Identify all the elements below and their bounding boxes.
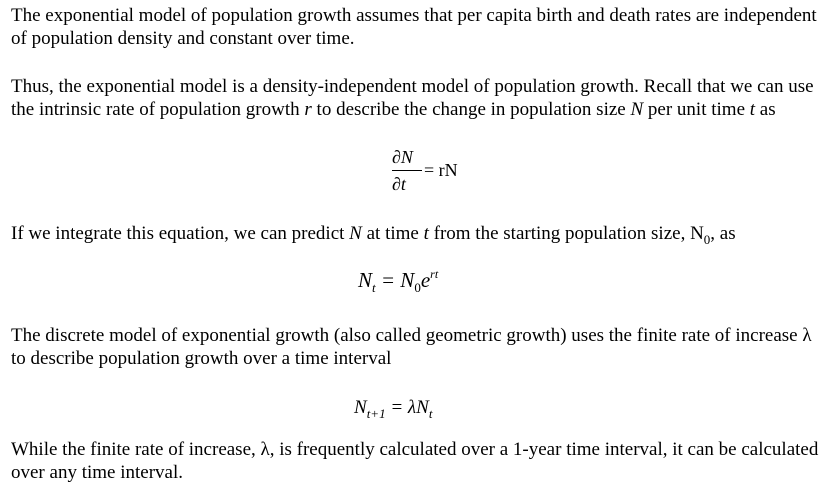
text-segment: If we integrate this equation, we can predict <box>11 223 350 244</box>
equation-differential <box>392 146 482 198</box>
fraction-denominator: ∂t <box>392 174 406 194</box>
variable-N: N <box>630 99 644 120</box>
eq-sub-t: t <box>428 406 433 421</box>
eq-sup-rt: rt <box>430 267 439 281</box>
eq-lambda-N: = λN <box>385 397 429 418</box>
paragraph-density-independent <box>11 75 821 121</box>
text-segment: as <box>755 99 776 120</box>
eq-sub-t-plus-1: t+1 <box>366 406 386 421</box>
text-segment: at time <box>361 223 424 244</box>
text-segment: Thus, the exponential model is a density-independent model of population growth. Recall that we can use the intrinsic rate of population growth <box>11 76 814 120</box>
text-segment: to describe the change in population size <box>311 99 631 120</box>
equation-geometric <box>354 396 432 420</box>
variable-N: N <box>349 223 362 244</box>
variable-t: t <box>423 223 429 244</box>
fraction-bar <box>392 170 422 171</box>
eq-equals-N: = N <box>375 268 415 292</box>
fraction-numerator: ∂N <box>392 147 413 167</box>
eq-var-N: N <box>354 397 367 418</box>
variable-t: t <box>749 99 756 120</box>
text-segment: per unit time <box>643 99 750 120</box>
variable-r: r <box>304 99 312 120</box>
equation-exponential <box>358 269 438 295</box>
eq-sub-t: t <box>372 280 376 295</box>
paragraph-discrete-model: The discrete model of exponential growth (also called geometric growth) uses the finite rate of increase λ to describe population growth over a time interval <box>11 325 812 369</box>
paragraph-finite-rate: While the finite rate of increase, λ, is frequently calculated over a 1-year time interval, it can be calculated over any time interval. <box>11 439 819 483</box>
subscript-zero: 0 <box>703 232 711 247</box>
paragraph-integrate <box>11 222 821 246</box>
text-segment: from the starting population size, N <box>428 223 704 244</box>
text-segment: , as <box>710 223 736 244</box>
eq-var-N: N <box>358 268 373 292</box>
eq-e: e <box>420 268 431 292</box>
eq-sub-0: 0 <box>414 280 421 295</box>
paragraph-intro: The exponential model of population growth assumes that per capita birth and death rates are independent of population density and constant over time. <box>11 5 817 49</box>
equation-rhs: = rN <box>424 160 458 180</box>
